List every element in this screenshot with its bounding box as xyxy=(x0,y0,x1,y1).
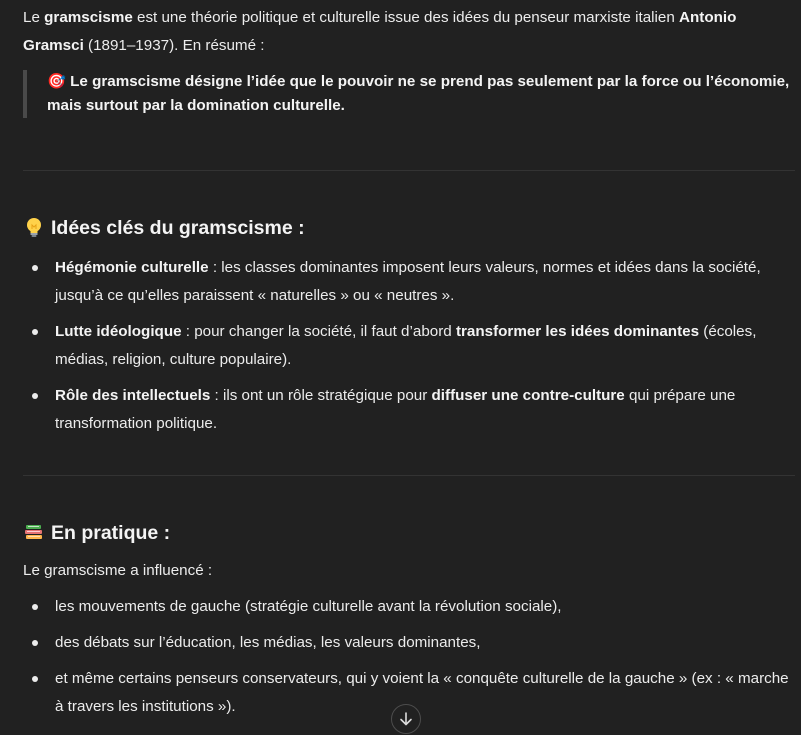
list-item: et même certains penseurs conservateurs, qui y voient la « conquête culturelle de la gauche » (ex : « marche à travers les institutions »). xyxy=(23,665,795,721)
intro-text: Le xyxy=(23,9,45,26)
list-item-bold: Rôle des intellectuels xyxy=(55,387,211,404)
list-item: des débats sur l’éducation, les médias, les valeurs dominantes, xyxy=(23,629,795,657)
divider xyxy=(23,475,795,476)
ideas-list xyxy=(23,254,795,446)
list-item-text: : ils ont un rôle stratégique pour xyxy=(210,387,432,404)
list-item-bold: Hégémonie culturelle xyxy=(55,259,209,276)
list-item xyxy=(23,254,795,310)
section-heading-practice xyxy=(23,519,170,547)
books-icon xyxy=(23,522,45,544)
list-item-text: : pour changer la société, il faut d’abord xyxy=(181,323,456,340)
intro-text: est une théorie politique et culturelle issue des idées du penseur marxiste italien xyxy=(132,9,680,26)
target-emoji-icon: 🎯 xyxy=(47,73,66,90)
practice-intro: Le gramscisme a influencé : xyxy=(23,562,213,579)
divider xyxy=(23,170,795,171)
list-item xyxy=(23,318,795,374)
section-title: Idées clés du gramscisme : xyxy=(51,217,305,239)
section-title: En pratique : xyxy=(51,522,171,544)
quote-text: Le gramscisme désigne l’idée que le pouvoir ne se prend pas seulement par la force ou l’économie, mais surtout par la domination culturelle. xyxy=(47,73,790,114)
list-item: les mouvements de gauche (stratégie culturelle avant la révolution sociale), xyxy=(23,593,795,621)
scroll-to-bottom-button[interactable] xyxy=(391,704,421,734)
intro-text: (1891–1937). En résumé : xyxy=(83,37,265,54)
list-item-text: (écoles, médias, religion, culture populaire). xyxy=(55,323,757,368)
list-item-text: qui prépare une transformation politique. xyxy=(55,387,736,432)
intro-bold: Antonio Gramsci xyxy=(23,9,737,54)
intro-bold: gramscisme xyxy=(44,9,133,26)
arrow-down-icon xyxy=(398,711,414,727)
list-item-bold: Lutte idéologique xyxy=(55,323,182,340)
lightbulb-icon xyxy=(23,217,45,239)
section-heading-ideas xyxy=(23,214,305,242)
intro-paragraph xyxy=(23,4,795,60)
blockquote xyxy=(23,70,795,118)
list-item xyxy=(23,382,795,438)
list-item-text: : les classes dominantes imposent leurs valeurs, normes et idées dans la société, jusqu’à ce qu’elles paraissent « naturelles » ou « neutres ». xyxy=(55,259,761,304)
chat-message xyxy=(23,4,795,715)
list-item-bold: transformer les idées dominantes xyxy=(455,323,700,340)
list-item-bold: diffuser une contre-culture xyxy=(431,387,625,404)
